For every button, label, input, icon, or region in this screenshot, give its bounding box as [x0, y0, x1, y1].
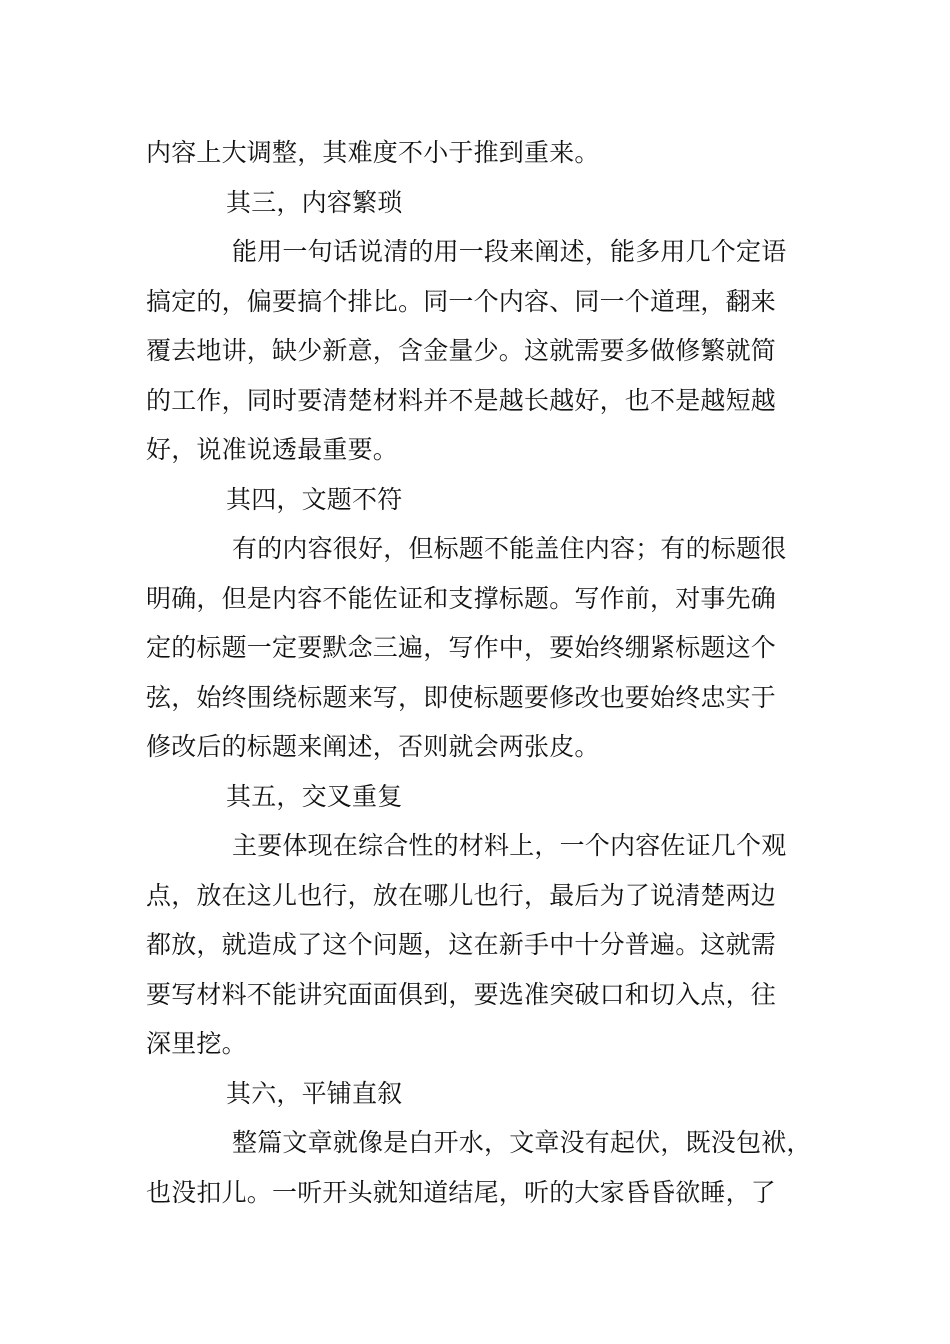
text-line: 也没扣儿。一听开头就知道结尾，听的大家昏昏欲睡，了 — [146, 1177, 777, 1207]
text-line: 要写材料不能讲究面面俱到，要选准突破口和切入点，往 — [146, 979, 777, 1009]
text-line: 都放，就造成了这个问题，这在新手中十分普遍。这就需 — [146, 930, 777, 959]
text-line: 能用一句话说清的用一段来阐述，能多用几个定语 — [232, 237, 787, 266]
text-line: 有的内容很好，但标题不能盖住内容；有的标题很 — [232, 534, 787, 563]
text-line: 主要体现在综合性的材料上，一个内容佐证几个观 — [232, 831, 787, 860]
text-line: 明确，但是内容不能佐证和支撑标题。写作前，对事先确 — [146, 583, 777, 613]
text-line: 深里挖。 — [146, 1029, 247, 1058]
section-heading-4: 其四，文题不符 — [226, 484, 403, 514]
section-heading-5: 其五，交叉重复 — [226, 781, 403, 811]
section-heading-3: 其三，内容繁琐 — [226, 187, 403, 217]
text-line: 的工作，同时要清楚材料并不是越长越好，也不是越短越 — [146, 385, 777, 415]
text-line: 修改后的标题来阐述，否则就会两张皮。 — [146, 732, 600, 761]
text-line: 定的标题一定要默念三遍，写作中，要始终绷紧标题这个 — [146, 633, 777, 662]
text-line: 点，放在这儿也行，放在哪儿也行，最后为了说清楚两边 — [146, 880, 777, 910]
document-body — [146, 128, 812, 1217]
section-heading-6: 其六，平铺直叙 — [226, 1078, 403, 1108]
text-line: 弦，始终围绕标题来写，即使标题要修改也要始终忠实于 — [146, 682, 777, 712]
text-line: 覆去地讲，缺少新意，含金量少。这就需要多做修繁就简 — [146, 336, 777, 365]
text-line: 整篇文章就像是白开水，文章没有起伏，既没包袱， — [232, 1128, 812, 1157]
text-line: 内容上大调整，其难度不小于推到重来。 — [146, 138, 600, 167]
text-line: 搞定的，偏要搞个排比。同一个内容、同一个道理，翻来 — [146, 286, 777, 316]
text-line: 好，说准说透最重要。 — [146, 435, 399, 464]
